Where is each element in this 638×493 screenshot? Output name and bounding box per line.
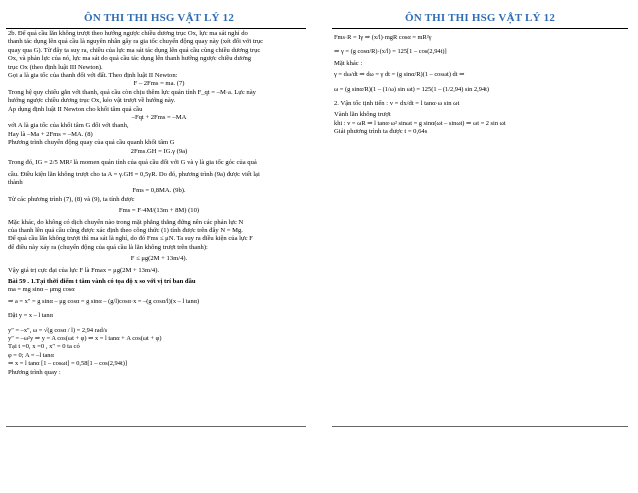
formula-line: ⇒ x = l tanα [1 – cosωt] = 0,58[1 – cos(2,94t)]	[8, 360, 127, 368]
text-line: Mặt khác :	[334, 59, 363, 67]
text-line: Ox, và phản lực của nó, lực ma sát do quả cầu tác dụng lên thanh hướng ngược chiều dương	[8, 55, 252, 63]
right-column	[330, 0, 630, 24]
text-line: thanh tác dụng lên quả cầu là nguyên nhân gây ra gia tốc chuyển động quay này (xét đối với trục	[8, 38, 264, 46]
formula-line: y″ = –ω²y ⇒ y = A cos(ωt + φ) ⇒ x = l tanα + A cos(ωt + φ)	[8, 335, 162, 342]
text-line: Giải phương trình ta được t = 0,64s	[334, 128, 428, 136]
left-header-title: ÔN THI THI HSG VẬT LÝ 12	[83, 12, 235, 24]
text-line: cầu. Điều kiện lăn không trượt cho ta A = γ.GH = 0,5γR. Do đó, phương trình (9a) được viết lại	[8, 170, 260, 178]
text-line: Phương trình quay :	[8, 368, 61, 376]
text-line: quay qua G). Từ đây ta suy ra, chiều của lực ma sát tác dụng lên quả cầu cùng chiều dương trục	[8, 46, 261, 54]
formula-line: khi : v = ωR ⇒ l tanα·ω² sinωt = g sinα(ωt – sinωt) ⇒ ωt = 2 sin ωt	[334, 119, 506, 127]
text-line: Mặc khác, do không có dịch chuyển nào trong mặt phẳng thẳng đứng nên các phản lực N	[8, 218, 244, 226]
equation-7: F – 2Fms = ma. (7)	[133, 80, 185, 88]
formula-line: Đặt y = x – l tanα	[8, 312, 53, 320]
text-line: trục Ox (theo định luật III Newton).	[8, 63, 103, 71]
left-column	[0, 0, 318, 24]
left-header-rule	[6, 28, 306, 29]
text-line: hướng ngược chiều dương trục Ox, kéo vật trượt về hướng này.	[8, 97, 176, 105]
equation: –Fqt + 2Fms = –MA	[131, 114, 187, 122]
equation-8: Hay là –Ma + 2Fms = –MA. (8)	[8, 130, 93, 138]
text-line: của thanh lên quả cầu cũng được xác định theo công thức (1) tính được trên đây N = Mg.	[8, 226, 243, 234]
formula-line: ω = (g sinα/R)(1 – (1/ω) sin ωt) = 125(1 – (1/2,94) sin 2,94t)	[334, 85, 490, 93]
text-line: thành	[8, 178, 23, 186]
left-footer-rule	[6, 426, 306, 427]
equation-9b: Fms = 0,8MA. (9b).	[132, 187, 186, 195]
right-header-rule	[332, 28, 628, 29]
text-line: để điều này xảy ra (chuyển động của quả cầu là lăn không trượt trên thanh):	[8, 243, 208, 251]
condition-inequality: F ≤ μg(2M + 13m/4).	[130, 255, 188, 263]
formula-line: ma = mg sinα – μmg cosα	[8, 286, 75, 294]
formula-line: Fms·R = Iγ ⇒ (x/l)·mgR cosα = mR²γ	[334, 34, 432, 41]
formula-line: φ = 0; A = –l tanα	[8, 351, 54, 359]
text-line: Áp dụng định luật II Newton cho khối tâm quả cầu	[8, 105, 143, 113]
equation-9a: 2Fms.GH = IG.γ (9a)	[130, 147, 188, 155]
right-footer-rule	[332, 426, 628, 427]
text-line: Phương trình chuyển động quay của quả cầu quanh khối tâm G	[8, 139, 175, 147]
formula-line: y″ = –x″, ω = √(g cosα / l) = 2,94 rad/s	[8, 326, 108, 334]
formula-line: ⇒ a = x″ = g sinα – μg cosα = g sinα – (g/l)cosα·x = –(g cosα/l)(x – l tanα)	[8, 297, 200, 305]
equation-10: Fms = F·4M/(13m + 8M) (10)	[118, 207, 200, 215]
text-line: 2. Vận tốc tịnh tiến : v = dx/dt = l tanα·ω sin ωt	[334, 100, 460, 108]
problem-59-heading: Bài 59 . 1.Tại thời điểm t tâm vành có tọa độ x so với vị trí ban đầu	[8, 277, 196, 285]
formula-line: ⇒ γ = (g cosα/R)·(x/l) = 125[1 – cos(2,94t)]	[334, 48, 447, 56]
text-line: Để quả cầu lăn không trượt thì ma sát là nghỉ, do đó Fms ≤ μN. Ta suy ra điều kiện của lực F	[8, 235, 253, 243]
formula-line: γ = dω/dt ⇒ dω = γ dt = (g sinα/R)(1 – cosωt) dt ⇒	[334, 71, 465, 79]
text-line: 2b. Để quả cầu lăn không trượt theo hướng ngược chiều dương trục Ox, lực ma sát nghỉ do	[8, 30, 248, 37]
text-line: Vành lăn không trượt	[334, 111, 391, 119]
text-line: với A là gia tốc của khối tâm G đối với thanh,	[8, 122, 129, 130]
text-line: Tại t =0, x =0 , x″ = 0 ta có	[8, 343, 80, 351]
text-line: Từ các phương trình (7), (8) và (9), ta tính được	[8, 195, 135, 203]
text-line: Vậy giá trị cực đại của lực F là Fmax = μg(2M + 13m/4).	[8, 266, 160, 274]
right-body-text	[334, 34, 628, 137]
text-line: Trong hệ quy chiếu gắn với thanh, quả cầu còn chịu thêm lực quán tính F_qt = –M·a. Lực này	[8, 88, 256, 96]
text-line: Trong đó, IG = 2/5 MR² là momen quán tính của quả cầu đối với G và γ là gia tốc góc của quả	[8, 159, 257, 167]
left-body-text	[8, 30, 310, 377]
right-header-title: ÔN THI THI HSG VẬT LÝ 12	[404, 12, 556, 24]
text-line: Gọi a là gia tốc của thanh đối với đất. Theo định luật II Newton:	[8, 72, 178, 80]
